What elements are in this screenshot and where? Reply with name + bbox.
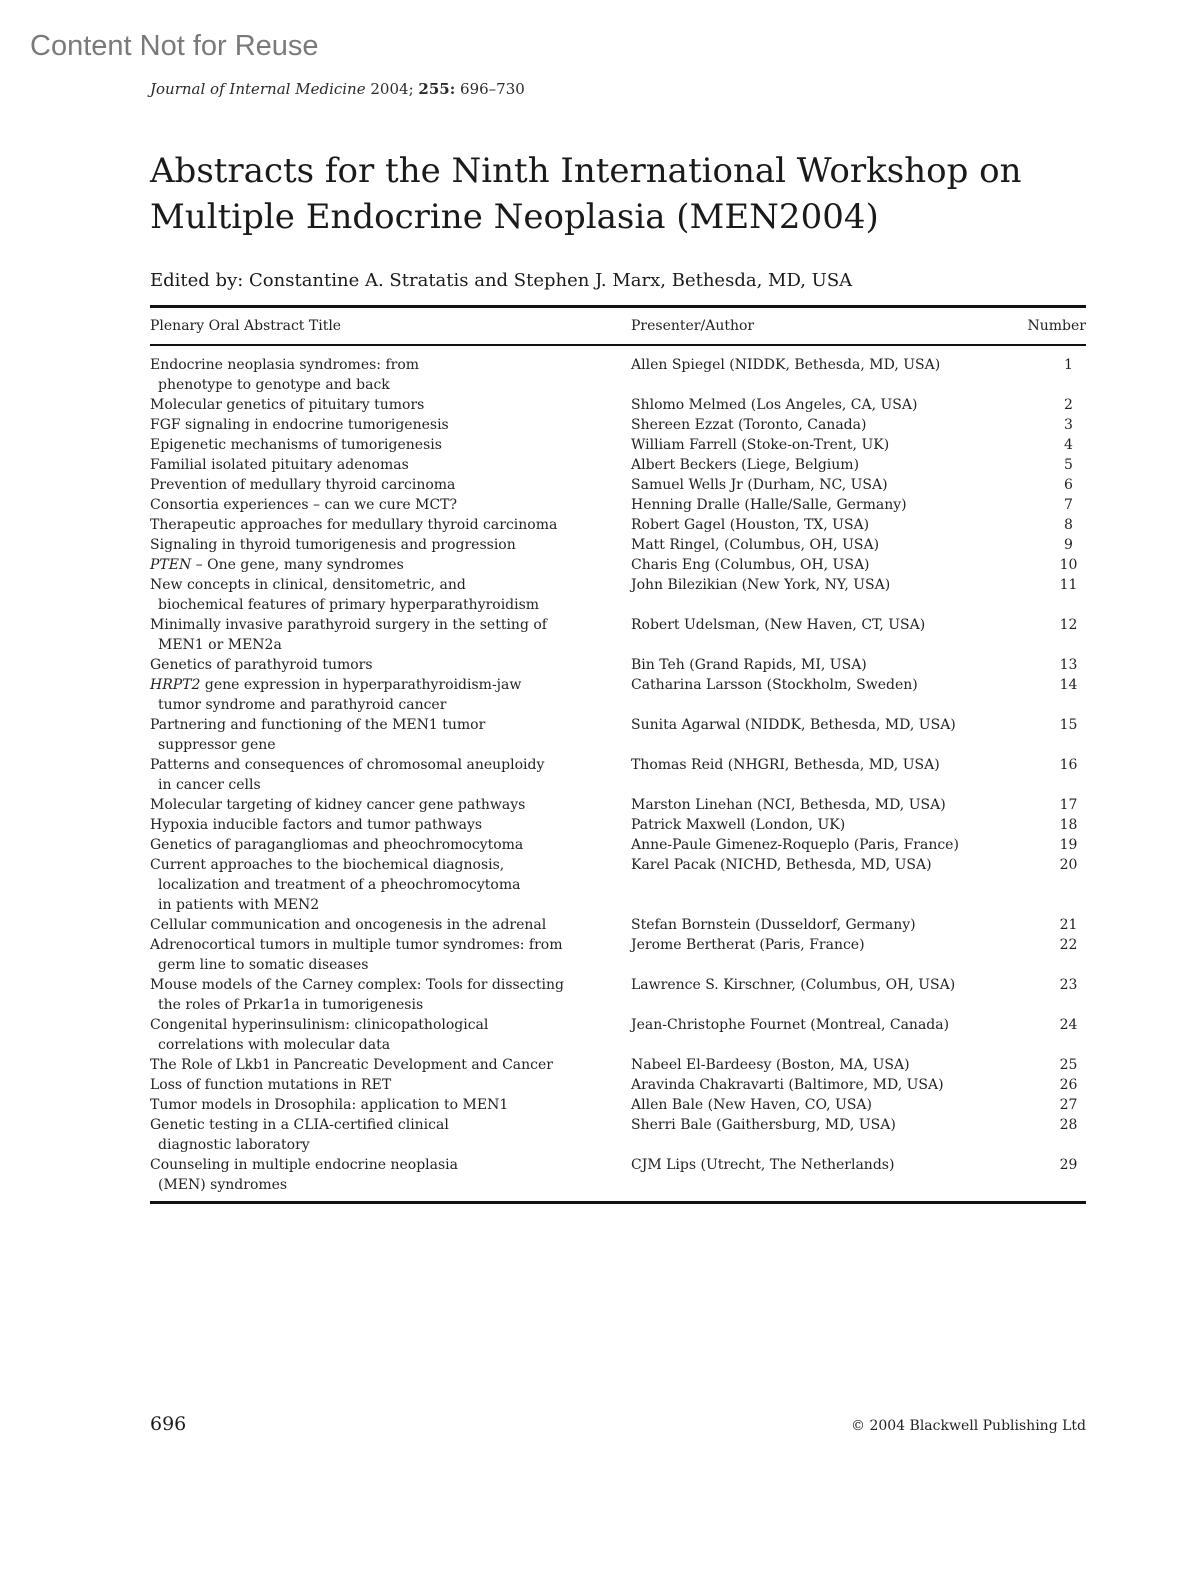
table-row [150,415,1086,435]
abstract-title-line: FGF signaling in endocrine tumorigenesis [150,416,449,433]
presenter-author: Albert Beckers (Liege, Belgium) [631,456,860,473]
title-line-1: Abstracts for the Ninth International Workshop on [150,151,1022,191]
table-row [150,475,1086,495]
watermark-text: Content Not for Reuse [30,30,319,62]
journal-name: Journal of Internal Medicine [150,80,366,98]
presenter-author: Robert Gagel (Houston, TX, USA) [631,516,870,533]
presenter-author: Shlomo Melmed (Los Angeles, CA, USA) [631,396,918,413]
abstracts-table [150,305,1086,1204]
abstract-title-line: New concepts in clinical, densitometric, and [150,576,466,593]
abstract-number: 22 [1059,936,1078,953]
table-row [150,1155,1086,1195]
abstract-title [150,1075,631,1095]
abstract-title-line: Partnering and functioning of the MEN1 tumor [150,716,486,733]
abstract-title [150,675,631,715]
table-row [150,355,1086,395]
abstract-title [150,1115,631,1155]
table-row [150,515,1086,535]
abstract-title [150,1095,631,1115]
abstract-number: 17 [1059,796,1078,813]
table-bottom-rule [150,1201,1086,1204]
table-row [150,675,1086,715]
abstract-title-line: correlations with molecular data [158,1036,391,1053]
journal-citation [150,80,525,98]
abstract-number: 12 [1059,616,1078,633]
abstract-number: 19 [1059,836,1078,853]
table-row [150,615,1086,655]
presenter-author: Nabeel El-Bardeesy (Boston, MA, USA) [631,1056,910,1073]
abstract-title [150,495,631,515]
abstract-title [150,855,631,915]
abstract-title-line: Hypoxia inducible factors and tumor pathways [150,816,483,833]
table-row [150,835,1086,855]
abstract-title-line: Patterns and consequences of chromosomal aneuploidy [150,756,545,773]
abstract-number: 6 [1064,476,1073,493]
abstract-title-line: Cellular communication and oncogenesis in the adrenal [150,916,547,933]
abstract-number: 21 [1059,916,1078,933]
table-row [150,455,1086,475]
journal-pages: 696–730 [460,80,525,98]
abstract-title-line: in cancer cells [158,776,261,793]
abstract-title-line: (MEN) syndromes [158,1176,288,1193]
abstract-title [150,1015,631,1055]
abstract-title-line: Therapeutic approaches for medullary thyroid carcinoma [150,516,558,533]
abstract-number: 18 [1059,816,1078,833]
abstract-title [150,355,631,395]
presenter-author: Patrick Maxwell (London, UK) [631,816,846,833]
abstract-title [150,815,631,835]
abstract-title-line: Epigenetic mechanisms of tumorigenesis [150,436,442,453]
table-row [150,1075,1086,1095]
abstract-number: 9 [1064,536,1073,553]
abstract-number: 27 [1059,1096,1078,1113]
table-row [150,855,1086,915]
table-row [150,975,1086,1015]
table-row [150,395,1086,415]
abstract-number: 1 [1064,356,1073,373]
abstract-number: 13 [1059,656,1078,673]
abstract-title-line: Endocrine neoplasia syndromes: from [150,356,420,373]
presenter-author: Jean-Christophe Fournet (Montreal, Canada) [631,1016,950,1033]
abstract-title-line: Mouse models of the Carney complex: Tools for dissecting [150,976,564,993]
presenter-author: CJM Lips (Utrecht, The Netherlands) [631,1156,895,1173]
abstract-title [150,975,631,1015]
abstract-title-line: diagnostic laboratory [158,1136,310,1153]
abstract-title-line: MEN1 or MEN2a [158,636,282,653]
table-row [150,435,1086,455]
journal-volume: 255: [418,80,456,98]
abstract-title-line: biochemical features of primary hyperparathyroidism [158,596,540,613]
presenter-author: Sunita Agarwal (NIDDK, Bethesda, MD, USA) [631,716,956,733]
journal-year: 2004; [370,80,414,98]
abstract-number: 16 [1059,756,1078,773]
abstract-title [150,1055,631,1075]
presenter-author: Henning Dralle (Halle/Salle, Germany) [631,496,907,513]
abstract-title-line: Prevention of medullary thyroid carcinoma [150,476,456,493]
abstract-title [150,935,631,975]
abstract-number: 29 [1059,1156,1078,1173]
presenter-author: Shereen Ezzat (Toronto, Canada) [631,416,867,433]
abstract-number: 23 [1059,976,1078,993]
presenter-author: John Bilezikian (New York, NY, USA) [631,576,891,593]
abstract-number: 25 [1059,1056,1078,1073]
abstract-title-line: Current approaches to the biochemical diagnosis, [150,856,505,873]
abstract-title [150,555,631,575]
abstract-title-line: Loss of function mutations in RET [150,1076,392,1093]
presenter-author: Matt Ringel, (Columbus, OH, USA) [631,536,880,553]
table-row [150,495,1086,515]
abstract-number: 11 [1059,576,1078,593]
header-number: Number [1027,318,1086,334]
abstract-title-line: Tumor models in Drosophila: application to MEN1 [150,1096,509,1113]
abstract-title-line: Molecular targeting of kidney cancer gene pathways [150,796,526,813]
abstract-title-line: localization and treatment of a pheochromocytoma [158,876,521,893]
abstract-title-line: Consortia experiences – can we cure MCT? [150,496,458,513]
abstract-number: 3 [1064,416,1073,433]
presenter-author: Samuel Wells Jr (Durham, NC, USA) [631,476,888,493]
presenter-author: Aravinda Chakravarti (Baltimore, MD, USA) [631,1076,944,1093]
presenter-author: Marston Linehan (NCI, Bethesda, MD, USA) [631,796,946,813]
abstract-title [150,515,631,535]
abstract-number: 7 [1064,496,1073,513]
abstract-title [150,715,631,755]
presenter-author: Jerome Bertherat (Paris, France) [631,936,865,953]
abstract-number: 4 [1064,436,1073,453]
abstract-number: 28 [1059,1116,1078,1133]
table-row [150,1055,1086,1075]
header-title: Plenary Oral Abstract Title [150,318,342,334]
abstract-number: 20 [1059,856,1078,873]
table-row [150,755,1086,795]
abstract-number: 8 [1064,516,1073,533]
abstract-title-line: germ line to somatic diseases [158,956,369,973]
abstract-title-line: Molecular genetics of pituitary tumors [150,396,425,413]
abstract-title-line: Familial isolated pituitary adenomas [150,456,409,473]
table-row [150,935,1086,975]
abstract-title-line: Genetic testing in a CLIA-certified clinical [150,1116,449,1133]
abstract-title-line: suppressor gene [158,736,276,753]
abstract-title [150,575,631,615]
header-author: Presenter/Author [631,318,755,334]
abstract-title [150,1155,631,1195]
abstract-title [150,795,631,815]
abstract-title-line: Genetics of parathyroid tumors [150,656,373,673]
abstract-title-line: Signaling in thyroid tumorigenesis and progression [150,536,516,553]
abstract-title [150,615,631,655]
abstract-title [150,835,631,855]
abstract-title-line: Minimally invasive parathyroid surgery in the setting of [150,616,547,633]
abstract-number: 14 [1059,676,1078,693]
abstract-title-line: Adrenocortical tumors in multiple tumor syndromes: from [150,936,563,953]
abstract-title-line: phenotype to genotype and back [158,376,390,393]
table-row [150,1015,1086,1055]
presenter-author: William Farrell (Stoke-on-Trent, UK) [631,436,890,453]
abstract-number: 10 [1059,556,1078,573]
table-row [150,795,1086,815]
abstract-title-line: the roles of Prkar1a in tumorigenesis [158,996,424,1013]
table-row [150,715,1086,755]
abstract-title [150,415,631,435]
table-row [150,555,1086,575]
presenter-author: Allen Spiegel (NIDDK, Bethesda, MD, USA) [631,356,941,373]
abstract-number: 26 [1059,1076,1078,1093]
table-row [150,815,1086,835]
table-row [150,1095,1086,1115]
title-line-2: Multiple Endocrine Neoplasia (MEN2004) [150,197,879,237]
presenter-author: Karel Pacak (NICHD, Bethesda, MD, USA) [631,856,932,873]
editors-line: Edited by: Constantine A. Stratatis and Stephen J. Marx, Bethesda, MD, USA [150,270,853,291]
page-number: 696 [150,1413,187,1435]
abstract-title-line: tumor syndrome and parathyroid cancer [158,696,447,713]
abstract-title [150,655,631,675]
abstract-title [150,755,631,795]
abstract-number: 2 [1064,396,1073,413]
abstract-title [150,395,631,415]
presenter-author: Charis Eng (Columbus, OH, USA) [631,556,870,573]
presenter-author: Allen Bale (New Haven, CO, USA) [631,1096,872,1113]
abstract-title-line: Counseling in multiple endocrine neoplasia [150,1156,458,1173]
abstract-title-line: Congenital hyperinsulinism: clinicopathological [150,1016,489,1033]
abstract-title-line: PTEN – One gene, many syndromes [150,556,404,573]
table-row [150,655,1086,675]
presenter-author: Stefan Bornstein (Dusseldorf, Germany) [631,916,916,933]
table-row [150,575,1086,615]
presenter-author: Bin Teh (Grand Rapids, MI, USA) [631,656,867,673]
abstract-number: 24 [1059,1016,1078,1033]
table-row [150,535,1086,555]
abstract-title [150,455,631,475]
abstract-title [150,535,631,555]
table-row [150,915,1086,935]
abstract-title-line: The Role of Lkb1 in Pancreatic Development and Cancer [150,1056,553,1073]
abstract-number: 5 [1064,456,1073,473]
presenter-author: Catharina Larsson (Stockholm, Sweden) [631,676,918,693]
table-header-row [150,308,1086,344]
abstract-title-line: in patients with MEN2 [158,896,320,913]
abstract-title-line: Genetics of paragangliomas and pheochromocytoma [150,836,524,853]
abstract-title [150,915,631,935]
presenter-author: Sherri Bale (Gaithersburg, MD, USA) [631,1116,896,1133]
abstract-title-line: HRPT2 gene expression in hyperparathyroidism-jaw [150,676,522,693]
presenter-author: Robert Udelsman, (New Haven, CT, USA) [631,616,926,633]
presenter-author: Thomas Reid (NHGRI, Bethesda, MD, USA) [631,756,940,773]
abstract-number: 15 [1059,716,1078,733]
table-row [150,1115,1086,1155]
presenter-author: Anne-Paule Gimenez-Roqueplo (Paris, France) [631,836,959,853]
copyright: © 2004 Blackwell Publishing Ltd [851,1418,1086,1434]
abstract-title [150,475,631,495]
abstract-title [150,435,631,455]
table-body [150,346,1086,1201]
page-title [150,148,1050,240]
presenter-author: Lawrence S. Kirschner, (Columbus, OH, USA) [631,976,956,993]
